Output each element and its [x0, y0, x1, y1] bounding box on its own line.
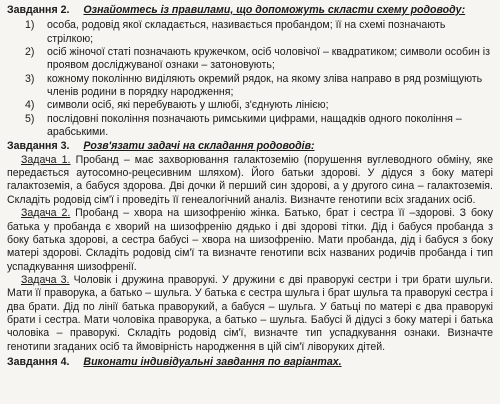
rule-text: кожному поколінню виділяють окремий рядок, на якому зліва направо в ряд розміщують членів родини в порядку народження; [47, 72, 483, 99]
task-label: Задача 3. [21, 273, 70, 286]
rule-item [7, 113, 493, 140]
task-3 [7, 274, 493, 354]
section-4-header [7, 356, 493, 369]
rule-number: 1) [25, 19, 35, 32]
task-2 [7, 207, 493, 274]
task-label: Задача 2. [21, 207, 71, 220]
rule-number: 2) [25, 46, 35, 59]
rule-text: послідовні покоління позначають римськими цифрами, нащадків одного покоління – арабськими. [47, 112, 462, 139]
rule-text: осіб жіночої статі позначають кружечком, осіб чоловічої – квадратиком; символи особин із проявом досліджуваної ознаки – затоновують; [47, 46, 491, 72]
section-3-header [7, 140, 493, 153]
section-2-title: Ознайомтесь із правилами, що допоможуть скласти схему родоводу: [83, 4, 466, 16]
rule-number: 4) [25, 99, 35, 112]
section-4-number: Завдання 4. [7, 355, 70, 368]
section-2-number: Завдання 2. [7, 4, 70, 16]
rule-item [7, 46, 493, 73]
rules-list [7, 19, 493, 139]
rule-number: 3) [25, 72, 35, 85]
task-text: Пробанд – має захворювання галактоземію (порушення вуглеводного обміну, яке передається аутосомно-рецесивним шляхом). Його батьки здорові. У дідуся з боку матері галактоземія, а бабуся здорова. Дві дочки й перший син здорові, а у другого сина – галактоземія. Складіть родовід сім'ї і проведіть її генеалогічний аналіз. Визначте генотипи всіх згаданих осіб. [7, 153, 493, 206]
section-3-number: Завдання 3. [7, 140, 70, 153]
task-1 [7, 154, 493, 207]
rule-text: особа, родовід якої складається, називається пробандом; її на схемі позначають стрілкою; [47, 19, 446, 45]
rule-number: 5) [25, 112, 35, 125]
rule-item [7, 73, 493, 100]
rule-item [7, 19, 493, 46]
task-text: Пробанд – хвора на шизофренію жінка. Батько, брат і сестра її –здорові. З боку батька у пробанда є хворий на шизофренію дядько і дві здорові тітки. Дід і бабуся пробанда з боку батька здорові, а сестра бабусі – хвора на шизофренію. Мати пробанда, дід і бабуся з боку матері здорові. Складіть родовід сім'ї та визначте генотипи всіх названих родичів пробанда і тип успадкування шизофренії. [7, 207, 493, 273]
rule-text: символи осіб, які перебувають у шлюбі, з'єднують лінією; [47, 99, 329, 112]
section-2-header [7, 4, 493, 17]
rule-item [7, 99, 493, 112]
task-text: Чоловік і дружина праворукі. У дружини є дві праворукі сестри і три брати шульги. Мати її праворука, а батько – шульга. У батька є сестра шульга і брат шульга та праворукі сестра і два брати. Дід по лінії батька праворукий, а бабуся – шульга. У батьці по матері є два праворукі брати і сестра. Мати чоловіка праворука, а батько – шульга. Бабусі й дідусі з боку матері і батька чоловіка – праворукі. Складіть родовід сім'ї, визначте тип успадкування ознаки. Визначте генотипи згаданих осіб та ймовірність народження в цій сім'ї ліворуких дітей. [7, 273, 493, 353]
task-label: Задача 1. [21, 153, 71, 166]
section-4-title: Виконати індивідуальні завдання по варіантах. [83, 355, 342, 368]
section-3-title: Розв'язати задачі на складання родоводів: [83, 140, 315, 153]
